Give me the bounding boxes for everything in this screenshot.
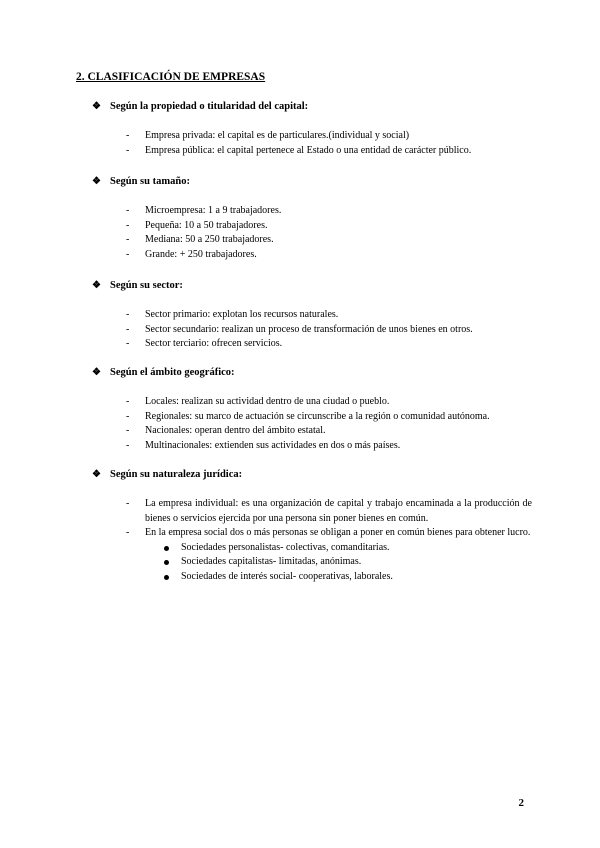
diamond-bullet-icon: ❖: [92, 367, 101, 378]
filled-circle-bullet-icon: [164, 560, 169, 565]
section-heading: [92, 366, 532, 380]
section-heading: [92, 175, 532, 189]
section-list: [92, 497, 532, 585]
diamond-bullet-icon: ❖: [92, 280, 101, 291]
section-heading-text: Según la propiedad o titularidad del capital:: [110, 101, 309, 112]
list-item: - Microempresa: 1 a 9 trabajadores.: [126, 205, 282, 216]
filled-circle-bullet-icon: [164, 575, 169, 580]
section-legal-nature: [92, 468, 532, 585]
section-heading-text: Según su tamaño:: [110, 176, 190, 187]
filled-circle-bullet-icon: [164, 546, 169, 551]
section-list: [92, 395, 532, 453]
diamond-bullet-icon: ❖: [92, 101, 101, 112]
list-item: - Nacionales: operan dentro del ámbito estatal.: [126, 425, 326, 437]
sub-list-item: Sociedades personalistas- colectivas, comanditarias.: [145, 541, 532, 556]
section-heading: [92, 279, 532, 293]
page-title: 2. CLASIFICACIÓN DE EMPRESAS: [76, 71, 266, 83]
list-item: - Sector secundario: realizan un proceso de transformación de unos bienes en otros.: [126, 323, 473, 335]
section-heading: [92, 100, 532, 114]
list-item: - Empresa privada: el capital es de particulares.(individual y social): [126, 130, 410, 141]
sub-list: [145, 541, 532, 585]
section-ownership: [92, 100, 532, 158]
page-number: 2: [518, 797, 524, 809]
section-list: [92, 129, 532, 158]
diamond-bullet-icon: ❖: [92, 469, 101, 480]
section-geographic: [92, 366, 532, 453]
sub-list-item: Sociedades capitalistas- limitadas, anónimas.: [145, 555, 532, 570]
list-item: - Sector primario: explotan los recursos naturales.: [126, 309, 339, 320]
section-heading: [92, 468, 532, 482]
list-item: - Locales: realizan su actividad dentro de una ciudad o pueblo.: [126, 396, 390, 407]
section-heading-text: Según su naturaleza jurídica:: [110, 469, 243, 480]
list-item: - Mediana: 50 a 250 trabajadores.: [126, 234, 274, 246]
list-item: - En la empresa social dos o más personas se obligan a poner en común bienes para obtener lucro. Sociedades personalistas- colectivas, comanditarias. Sociedades capitalistas- limitadas, anónimas. Sociedades de interés social- cooperativas, laborales.: [92, 526, 532, 584]
section-list: [92, 204, 532, 262]
list-item: - Pequeña: 10 a 50 trabajadores.: [126, 219, 268, 231]
diamond-bullet-icon: ❖: [92, 176, 101, 187]
section-heading-text: Según su sector:: [110, 280, 183, 291]
section-sector: [92, 279, 532, 352]
section-list: [92, 308, 532, 352]
list-item: - Regionales: su marco de actuación se circunscribe a la región o comunidad autónoma.: [126, 410, 490, 422]
section-size: [92, 175, 532, 262]
sub-list-item: Sociedades de interés social- cooperativas, laborales.: [145, 570, 532, 585]
section-heading-text: Según el ámbito geográfico:: [110, 367, 235, 378]
list-item: - Multinacionales: extienden sus actividades en dos o más países.: [126, 439, 401, 451]
list-item: - Sector terciario: ofrecen servicios.: [126, 338, 283, 350]
list-item: - La empresa individual: es una organización de capital y trabajo encaminada a la producción de bienes o servicios ejercida por una persona sin poner bienes en común.: [126, 498, 532, 524]
list-item: - Grande: + 250 trabajadores.: [126, 248, 257, 260]
list-item: - Empresa pública: el capital pertenece al Estado o una entidad de carácter público.: [126, 144, 472, 156]
